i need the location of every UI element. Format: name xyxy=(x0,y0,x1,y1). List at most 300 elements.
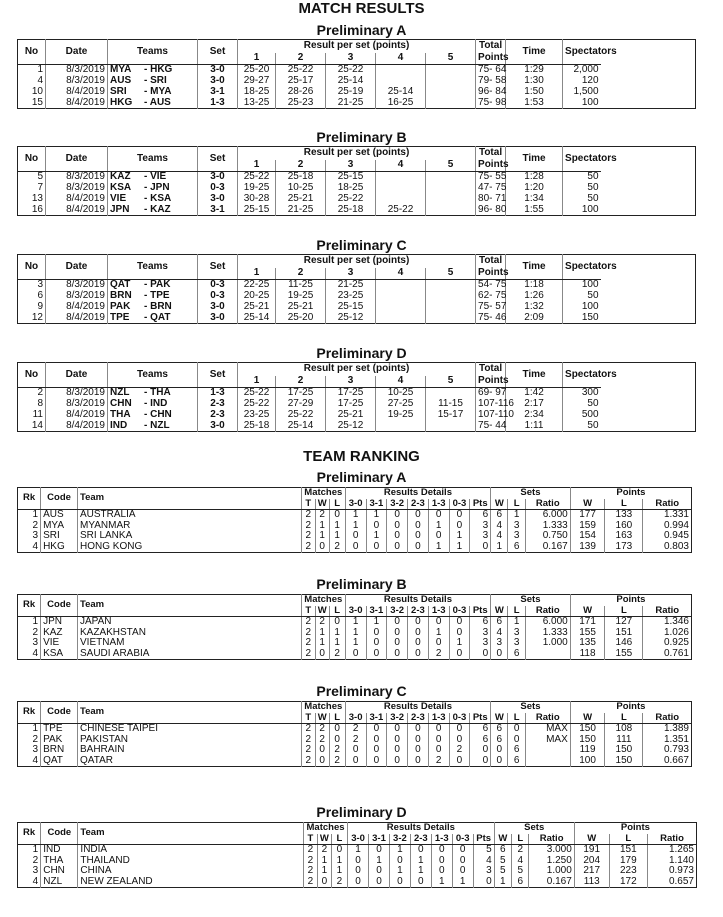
points-ratio: 0.667 xyxy=(663,754,689,766)
set-5-score xyxy=(426,76,476,87)
result-3-2: 0 xyxy=(387,617,408,628)
set-2-score: 25-18 xyxy=(276,172,326,183)
team-name: HONG KONG xyxy=(78,542,302,553)
sets-ratio xyxy=(525,649,570,660)
set-5-score xyxy=(426,205,476,216)
set-5-score xyxy=(426,388,476,399)
points-lost: 155 xyxy=(605,649,643,660)
total-points: 96- 84 xyxy=(476,87,506,98)
matches-lost: 1 xyxy=(329,531,345,542)
sets-won: 0 xyxy=(491,745,508,756)
set-score: 0-3 xyxy=(198,183,238,194)
team-code: AUS xyxy=(41,510,78,521)
column-header: L xyxy=(605,713,643,724)
result-0-3: 1 xyxy=(449,542,470,553)
ranking-row xyxy=(18,542,692,553)
home-team: MYA xyxy=(110,64,132,75)
set-3-score: 25-19 xyxy=(326,87,376,98)
sets-ratio: 6.000 xyxy=(525,617,570,628)
rank: 2 xyxy=(18,628,41,639)
total-points: 96- 80 xyxy=(476,205,506,216)
column-header: W xyxy=(494,834,511,845)
sets-won: 6 xyxy=(494,845,511,856)
result-1-3: 0 xyxy=(428,745,449,756)
matches-total: 2 xyxy=(303,866,317,877)
team-code: NZL xyxy=(41,877,78,888)
match-results-table xyxy=(17,362,696,432)
spectators: 50 xyxy=(587,419,599,431)
set-3-score: 17-25 xyxy=(326,388,376,399)
column-header: Set xyxy=(198,147,238,172)
result-3-0: 0 xyxy=(348,866,369,877)
match-date: 8/4/2019 xyxy=(46,98,108,109)
match-number: 15 xyxy=(18,98,46,109)
match-row xyxy=(18,410,696,421)
team-code: TPE xyxy=(41,724,78,735)
result-2-3: 0 xyxy=(408,510,429,521)
ranking-points: 6 xyxy=(470,617,491,628)
rank: 1 xyxy=(18,724,41,735)
result-0-3: 0 xyxy=(449,649,470,660)
sets-won: 0 xyxy=(491,756,508,767)
points-won: 135 xyxy=(570,638,605,649)
section-heading: Preliminary C xyxy=(316,237,407,253)
set-4-score xyxy=(376,280,426,291)
result-3-2: 0 xyxy=(387,649,408,660)
match-date: 8/4/2019 xyxy=(46,87,108,98)
ranking-points: 3 xyxy=(470,638,491,649)
section-heading: Preliminary B xyxy=(316,129,407,145)
column-header: T xyxy=(301,713,315,724)
total-points: 75- 46 xyxy=(476,313,506,324)
total-points: 80- 71 xyxy=(476,194,506,205)
matches-won: 2 xyxy=(315,735,329,746)
result-3-0: 2 xyxy=(345,735,366,746)
total-points: 75- 55 xyxy=(476,172,506,183)
result-3-0: 1 xyxy=(345,510,366,521)
matches-won: 2 xyxy=(317,845,331,856)
matches-total: 2 xyxy=(301,531,315,542)
result-3-2: 0 xyxy=(387,521,408,532)
ranking-points: 6 xyxy=(470,510,491,521)
result-3-1: 0 xyxy=(366,735,387,746)
result-0-3: 2 xyxy=(449,745,470,756)
points-ratio: 0.793 xyxy=(663,744,689,755)
sets-ratio: 6.000 xyxy=(525,510,570,521)
column-header: Team xyxy=(78,702,302,724)
result-1-3: 0 xyxy=(428,617,449,628)
points-lost: 150 xyxy=(605,745,643,756)
total-points: 54- 75 xyxy=(476,280,506,291)
column-header: 0-3 xyxy=(449,499,470,510)
team-code: JPN xyxy=(41,617,78,628)
column-header: T xyxy=(303,834,317,845)
team-name: BAHRAIN xyxy=(78,745,302,756)
points-won: 159 xyxy=(570,521,605,532)
column-header: W xyxy=(574,834,609,845)
rank: 2 xyxy=(18,735,41,746)
rank: 2 xyxy=(18,856,41,867)
match-date: 8/3/2019 xyxy=(46,172,108,183)
result-3-2: 1 xyxy=(389,866,410,877)
column-header: 0-3 xyxy=(449,713,470,724)
team-name: VIETNAM xyxy=(78,638,302,649)
column-header: Sets xyxy=(491,488,571,499)
ranking-points: 5 xyxy=(473,845,494,856)
match-row xyxy=(18,291,696,302)
match-number: 14 xyxy=(18,421,46,432)
column-header: Pts xyxy=(473,834,494,845)
column-header: Set xyxy=(198,363,238,388)
points-lost: 179 xyxy=(609,856,647,867)
matches-won: 1 xyxy=(317,856,331,867)
result-3-1: 0 xyxy=(366,521,387,532)
set-4-score: 19-25 xyxy=(376,410,426,421)
result-3-0: 0 xyxy=(345,745,366,756)
points-won: 119 xyxy=(570,745,605,756)
result-2-3: 0 xyxy=(408,638,429,649)
column-header: Result per set (points) xyxy=(238,40,476,53)
result-1-3: 2 xyxy=(428,649,449,660)
set-score: 3-0 xyxy=(198,194,238,205)
team-name: QATAR xyxy=(78,756,302,767)
result-3-2: 0 xyxy=(387,735,408,746)
matches-won: 1 xyxy=(317,866,331,877)
column-header: Teams xyxy=(108,363,198,388)
match-time: 1:55 xyxy=(506,205,563,216)
column-header: Points xyxy=(616,487,646,498)
spectators: 150 xyxy=(581,311,599,323)
points-ratio: 1.389 xyxy=(663,723,689,734)
sets-ratio: 1.333 xyxy=(525,521,570,532)
match-time: 1:20 xyxy=(506,183,563,194)
sets-won: 4 xyxy=(491,628,508,639)
set-4-score xyxy=(376,291,426,302)
ranking-row xyxy=(18,756,692,767)
sets-lost: 3 xyxy=(508,638,525,649)
match-number: 5 xyxy=(18,172,46,183)
column-header: Teams xyxy=(108,147,198,172)
match-time: 1:50 xyxy=(506,87,563,98)
home-team: NZL xyxy=(110,387,130,398)
column-header: W xyxy=(570,606,605,617)
matches-won: 2 xyxy=(315,617,329,628)
result-3-1: 0 xyxy=(369,845,390,856)
column-header: Time xyxy=(506,147,563,172)
ranking-points: 0 xyxy=(473,877,494,888)
points-lost: 127 xyxy=(605,617,643,628)
result-1-3: 0 xyxy=(428,510,449,521)
set-2-score: 17-25 xyxy=(276,388,326,399)
column-header: 5 xyxy=(426,160,476,172)
ranking-points: 0 xyxy=(470,649,491,660)
ranking-points: 3 xyxy=(470,531,491,542)
team-ranking-table xyxy=(17,822,697,888)
match-row xyxy=(18,172,696,183)
set-4-score xyxy=(376,65,426,76)
points-ratio: 1.346 xyxy=(663,616,689,627)
match-date: 8/3/2019 xyxy=(46,388,108,399)
set-2-score: 25-20 xyxy=(276,313,326,324)
sets-ratio: 3.000 xyxy=(529,845,574,856)
set-5-score: 15-17 xyxy=(426,410,476,421)
set-4-score xyxy=(376,421,426,432)
column-header: 2-3 xyxy=(408,499,429,510)
set-5-score xyxy=(426,98,476,109)
matches-total: 2 xyxy=(301,510,315,521)
set-2-score: 25-23 xyxy=(276,98,326,109)
column-header: Code xyxy=(41,702,78,724)
points-lost: 146 xyxy=(605,638,643,649)
match-date: 8/4/2019 xyxy=(46,205,108,216)
sets-lost: 2 xyxy=(512,845,529,856)
result-3-0: 0 xyxy=(345,531,366,542)
column-header: L xyxy=(329,499,345,510)
column-header: 2 xyxy=(276,376,326,388)
sets-ratio: 1.000 xyxy=(529,866,574,877)
spectators: 50 xyxy=(587,171,599,182)
result-2-3: 0 xyxy=(408,531,429,542)
match-time: 1:18 xyxy=(506,280,563,291)
result-2-3: 0 xyxy=(408,745,429,756)
match-row xyxy=(18,98,696,109)
column-header: L xyxy=(329,713,345,724)
points-won: 118 xyxy=(570,649,605,660)
match-date: 8/3/2019 xyxy=(46,76,108,87)
result-3-1: 1 xyxy=(366,510,387,521)
spectators: 300 xyxy=(581,387,599,398)
home-team: VIE xyxy=(110,192,127,204)
home-team: BRN xyxy=(110,289,132,301)
column-header: Ratio xyxy=(525,499,570,510)
team-code: CHN xyxy=(41,866,78,877)
column-header: 1-3 xyxy=(428,606,449,617)
column-header: No xyxy=(18,363,46,388)
matches-won: 0 xyxy=(315,649,329,660)
column-header: Total xyxy=(476,363,506,376)
total-points: 79- 58 xyxy=(476,76,506,87)
result-3-2: 0 xyxy=(387,510,408,521)
match-row xyxy=(18,87,696,98)
column-header: 3-2 xyxy=(389,834,410,845)
column-header: Results Details xyxy=(345,702,490,713)
spectators: 2,000 xyxy=(573,64,599,75)
set-5-score xyxy=(426,291,476,302)
matches-won: 2 xyxy=(315,724,329,735)
result-0-3: 0 xyxy=(449,724,470,735)
points-ratio: 1.351 xyxy=(663,733,689,745)
spectators: 120 xyxy=(581,74,599,86)
spectators: 100 xyxy=(581,300,599,312)
matches-lost: 0 xyxy=(331,845,347,856)
column-header: W xyxy=(315,606,329,617)
column-header: Matches xyxy=(303,823,347,834)
set-1-score: 25-22 xyxy=(238,388,276,399)
matches-total: 2 xyxy=(301,745,315,756)
home-team: QAT xyxy=(110,279,131,290)
column-header: 1-3 xyxy=(428,713,449,724)
set-5-score xyxy=(426,280,476,291)
result-2-3: 0 xyxy=(408,649,429,660)
home-team: TPE xyxy=(110,311,130,323)
points-ratio: 0.657 xyxy=(668,875,694,887)
set-3-score: 25-12 xyxy=(326,313,376,324)
result-3-1: 0 xyxy=(366,638,387,649)
set-score: 2-3 xyxy=(198,410,238,421)
result-3-1: 1 xyxy=(366,617,387,628)
set-score: 3-1 xyxy=(198,87,238,98)
spectators: 100 xyxy=(581,203,599,215)
column-header: 3-2 xyxy=(387,713,408,724)
set-5-score xyxy=(426,87,476,98)
column-header: 3-0 xyxy=(345,713,366,724)
matches-won: 1 xyxy=(315,521,329,532)
away-team: - JPN xyxy=(144,181,170,193)
sets-won: 6 xyxy=(491,724,508,735)
result-3-0: 0 xyxy=(345,649,366,660)
result-2-3: 0 xyxy=(408,735,429,746)
column-header: 3 xyxy=(326,376,376,388)
set-4-score: 27-25 xyxy=(376,399,426,410)
match-time: 1:53 xyxy=(506,98,563,109)
set-2-score: 25-22 xyxy=(276,410,326,421)
sets-ratio xyxy=(525,756,570,767)
result-3-0: 1 xyxy=(345,638,366,649)
column-header: W xyxy=(570,499,605,510)
result-3-2: 0 xyxy=(387,745,408,756)
match-date: 8/3/2019 xyxy=(46,399,108,410)
column-header: Sets xyxy=(494,823,574,834)
rank: 1 xyxy=(18,845,41,856)
home-team: KAZ xyxy=(110,171,131,182)
matches-lost: 2 xyxy=(329,649,345,660)
column-header: 3 xyxy=(326,53,376,65)
points-won: 139 xyxy=(570,542,605,553)
rank: 4 xyxy=(18,542,41,553)
away-team: - TPE xyxy=(144,289,170,301)
sets-ratio: 0.167 xyxy=(525,542,570,553)
result-1-3: 0 xyxy=(428,531,449,542)
matches-lost: 1 xyxy=(329,638,345,649)
points-ratio: 0.803 xyxy=(663,540,689,552)
result-3-2: 0 xyxy=(387,542,408,553)
result-3-2: 0 xyxy=(389,877,410,888)
matches-won: 0 xyxy=(315,542,329,553)
points-lost: 172 xyxy=(609,877,647,888)
result-3-1: 0 xyxy=(369,866,390,877)
column-header: Total xyxy=(476,40,506,53)
match-row xyxy=(18,399,696,410)
total-points: 75- 64 xyxy=(476,65,506,76)
match-date: 8/4/2019 xyxy=(46,194,108,205)
match-teams xyxy=(108,313,198,324)
result-3-0: 0 xyxy=(348,856,369,867)
set-3-score: 25-18 xyxy=(326,205,376,216)
ranking-row xyxy=(18,510,692,521)
set-3-score: 25-15 xyxy=(326,302,376,313)
column-header: L xyxy=(605,606,643,617)
matches-lost: 2 xyxy=(329,542,345,553)
set-2-score: 25-14 xyxy=(276,421,326,432)
points-lost: 173 xyxy=(605,542,643,553)
rank: 4 xyxy=(18,756,41,767)
matches-total: 2 xyxy=(301,735,315,746)
result-2-3: 0 xyxy=(410,845,431,856)
set-5-score xyxy=(426,421,476,432)
away-team: - THA xyxy=(144,387,171,398)
ranking-points: 6 xyxy=(470,735,491,746)
match-row xyxy=(18,302,696,313)
column-header: 3-1 xyxy=(366,606,387,617)
sets-lost: 3 xyxy=(508,521,525,532)
sets-ratio: 1.250 xyxy=(529,856,574,867)
match-number: 9 xyxy=(18,302,46,313)
points-won: 150 xyxy=(570,735,605,746)
sets-lost: 6 xyxy=(508,649,525,660)
set-2-score: 11-25 xyxy=(276,280,326,291)
rank: 2 xyxy=(18,521,41,532)
total-points: 75- 98 xyxy=(476,98,506,109)
matches-total: 2 xyxy=(301,617,315,628)
result-0-3: 0 xyxy=(452,845,473,856)
result-1-3: 2 xyxy=(428,756,449,767)
column-header: Teams xyxy=(108,255,198,280)
points-won: 204 xyxy=(574,856,609,867)
column-header: Ratio xyxy=(643,606,692,617)
spectators: 50 xyxy=(587,192,599,204)
column-header: Points xyxy=(620,822,650,833)
column-header: W xyxy=(570,713,605,724)
match-row xyxy=(18,76,696,87)
result-3-2: 1 xyxy=(389,845,410,856)
column-header: 3-1 xyxy=(366,499,387,510)
match-row xyxy=(18,65,696,76)
sets-won: 4 xyxy=(491,521,508,532)
column-header: Set xyxy=(198,255,238,280)
result-1-3: 0 xyxy=(431,845,452,856)
column-header: L xyxy=(605,499,643,510)
column-header: Code xyxy=(41,595,78,617)
points-won: 171 xyxy=(570,617,605,628)
set-1-score: 25-22 xyxy=(238,399,276,410)
column-header: Points xyxy=(616,594,646,605)
matches-total: 2 xyxy=(301,756,315,767)
match-number: 7 xyxy=(18,183,46,194)
match-number: 10 xyxy=(18,87,46,98)
match-row xyxy=(18,280,696,291)
set-score: 1-3 xyxy=(198,98,238,109)
match-number: 3 xyxy=(18,280,46,291)
set-score: 0-3 xyxy=(198,280,238,291)
column-header: W xyxy=(491,606,508,617)
match-number: 8 xyxy=(18,399,46,410)
spectators: 50 xyxy=(587,181,599,193)
set-5-score xyxy=(426,302,476,313)
sets-lost: 4 xyxy=(512,856,529,867)
column-header: Points xyxy=(476,160,506,172)
home-team: JPN xyxy=(110,203,130,215)
matches-lost: 1 xyxy=(331,856,347,867)
home-team: CHN xyxy=(110,397,132,409)
column-header: Time xyxy=(506,255,563,280)
match-teams xyxy=(108,421,198,432)
section-heading: Preliminary D xyxy=(316,345,407,361)
column-header: Spectators xyxy=(563,363,601,388)
column-header: Total xyxy=(476,147,506,160)
column-header: 5 xyxy=(426,53,476,65)
result-1-3: 0 xyxy=(431,866,452,877)
rank: 3 xyxy=(18,638,41,649)
